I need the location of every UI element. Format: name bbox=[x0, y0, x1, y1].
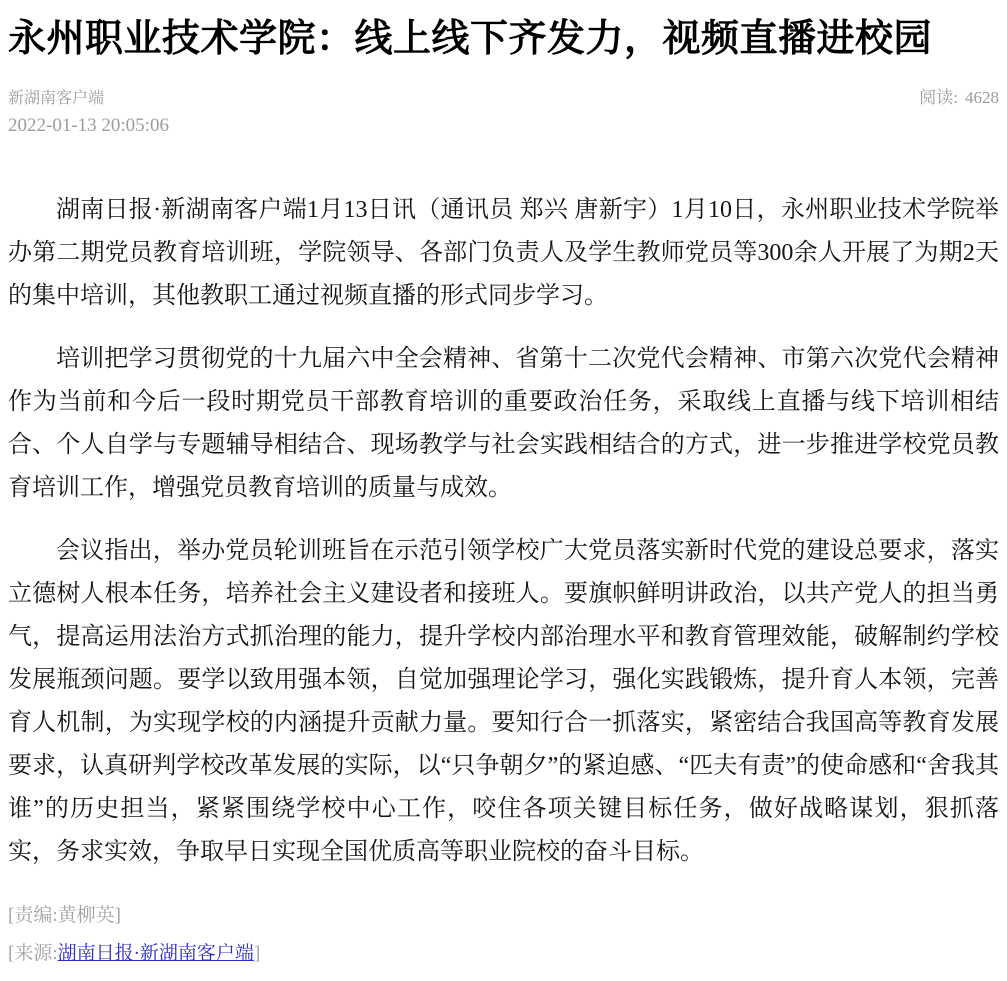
article-source-name: 新湖南客户端 bbox=[8, 90, 105, 108]
meta-row bbox=[8, 83, 999, 108]
article-paragraph-2: 培训把学习贯彻党的十九届六中全会精神、省第十二次党代会精神、市第六次党代会精神作为当前和今后一段时期党员干部教育培训的重要政治任务，采取线上直播与线下培训相结合、个人自学与专题辅导相结合、现场教学与社会实践相结合的方式，进一步推进学校党员教育培训工作，增强党员教育培训的质量与成效。 bbox=[8, 346, 999, 502]
article-paragraph-3: 会议指出，举办党员轮训班旨在示范引领学校广大党员落实新时代党的建设总要求，落实立德树人根本任务，培养社会主义建设者和接班人。要旗帜鲜明讲政治，以共产党人的担当勇气，提高运用法治方式抓治理的能力，提升学校内部治理水平和教育管理效能，破解制约学校发展瓶颈问题。要学以致用强本领，自觉加强理论学习，强化实践锻炼，提升育人本领，完善育人机制，为实现学校的内涵提升贡献力量。要知行合一抓落实，紧密结合我国高等教育发展要求，认真研判学校改革发展的实际，以“只争朝夕”的紧迫感、“匹夫有责”的使命感和“舍我其谁”的历史担当，紧紧围绕学校中心工作，咬住各项关键目标任务，做好战略谋划，狠抓落实，务求实效，争取早日实现全国优质高等职业院校的奋斗目标。 bbox=[8, 538, 999, 866]
read-counter bbox=[919, 83, 999, 108]
read-count-value: 4628 bbox=[965, 88, 999, 108]
article-paragraph-1: 湖南日报·新湖南客户端1月13日讯（通讯员 郑兴 唐新宇）1月10日，永州职业技术学院举办第二期党员教育培训班，学院领导、各部门负责人及学生教师党员等300余人开展了为期2天的集中培训，其他教职工通过视频直播的形式同步学习。 bbox=[8, 197, 999, 310]
source-suffix: ] bbox=[253, 943, 261, 965]
source-prefix: [来源: bbox=[8, 943, 58, 965]
page-title: 永州职业技术学院：线上线下齐发力，视频直播进校园 bbox=[8, 18, 933, 60]
source-line bbox=[8, 938, 999, 965]
editor-line: [责编:黄柳英] bbox=[8, 905, 121, 927]
article-body bbox=[8, 189, 999, 874]
read-count-label: 阅读: bbox=[919, 88, 958, 108]
source-link[interactable]: 湖南日报·新湖南客户端 bbox=[57, 943, 254, 965]
article-footer bbox=[8, 900, 999, 965]
publish-datetime: 2022-01-13 20:05:06 bbox=[8, 115, 169, 137]
